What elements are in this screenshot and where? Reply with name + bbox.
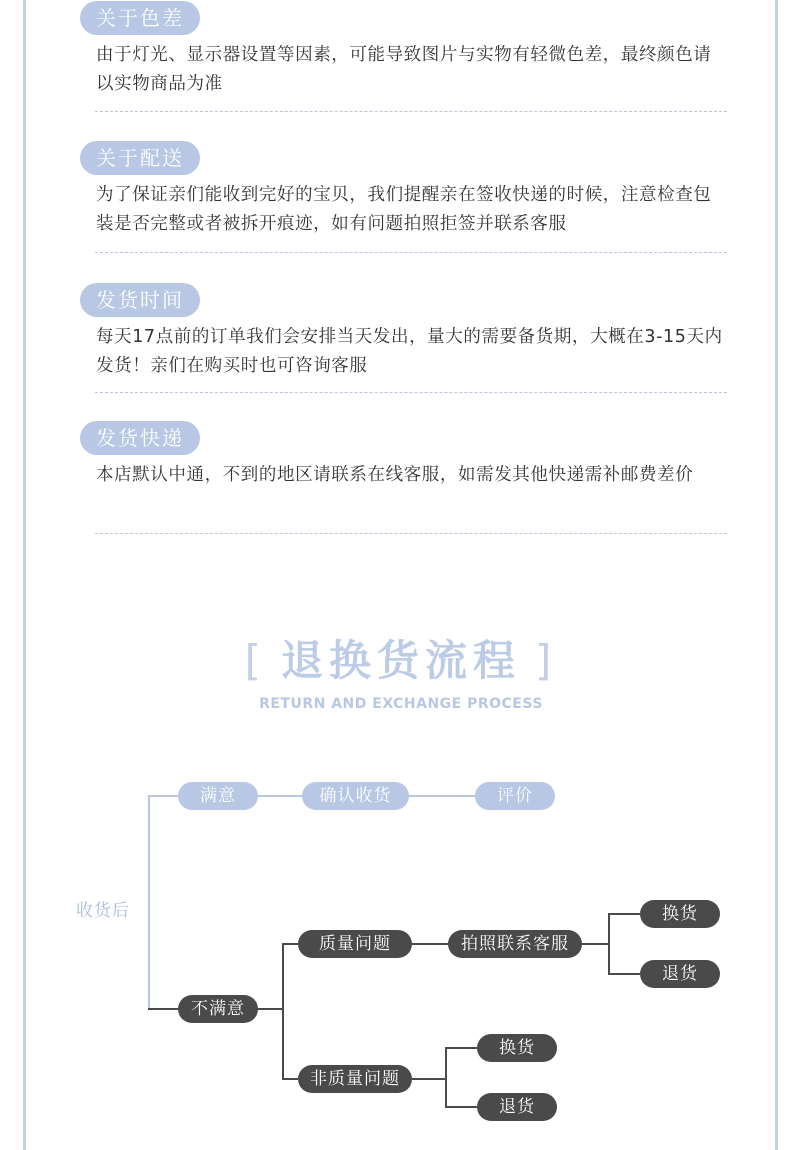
connector-satisfied-confirm xyxy=(258,795,302,797)
notice-text: 为了保证亲们能收到完好的宝贝，我们提醒亲在签收快递的时候，注意检查包装是否完整或者被拆开痕迹，如有问题拍照拒签并联系客服 xyxy=(96,185,712,234)
connector-to-unsatisfied xyxy=(148,1008,178,1010)
connector-unsatisfied-branch xyxy=(258,1008,283,1010)
title-bracket-left: [ xyxy=(244,636,267,685)
notice-tag: 关于色差 xyxy=(80,1,200,35)
notice-text: 本店默认中通，不到的地区请联系在线客服，如需发其他快递需补邮费差价 xyxy=(96,465,694,485)
node-exchange: 换货 xyxy=(640,900,720,928)
connector-contact-branch xyxy=(582,943,609,945)
node-exchange: 换货 xyxy=(477,1034,557,1062)
connector-to-exchange-2 xyxy=(445,1047,477,1049)
divider xyxy=(95,392,727,393)
node-photo-contact-service: 拍照联系客服 xyxy=(448,930,582,958)
connector-non-quality-vertical xyxy=(445,1047,447,1108)
notice-tag: 发货快递 xyxy=(80,421,200,455)
divider xyxy=(95,111,727,112)
connector-quality-contact xyxy=(412,943,448,945)
process-subtitle: RETURN AND EXCHANGE PROCESS xyxy=(259,696,543,712)
notice-delivery xyxy=(80,141,730,239)
notice-text: 由于灯光、显示器设置等因素，可能导致图片与实物有轻微色差，最终颜色请以实物商品为准 xyxy=(96,45,712,94)
notice-text: 每天17点前的订单我们会安排当天发出，量大的需要备货期，大概在3-15天内发货！亲们在购买时也可咨询客服 xyxy=(96,327,723,376)
node-non-quality-issue: 非质量问题 xyxy=(298,1065,412,1093)
connector-confirm-review xyxy=(409,795,475,797)
node-confirm-receipt: 确认收货 xyxy=(302,782,409,810)
node-return: 退货 xyxy=(640,960,720,988)
left-frame-border xyxy=(23,0,26,1150)
title-bracket-right: ] xyxy=(535,636,558,685)
process-title xyxy=(0,628,802,688)
connector-root-vertical xyxy=(148,795,150,1010)
node-satisfied: 满意 xyxy=(178,782,258,810)
node-quality-issue: 质量问题 xyxy=(298,930,412,958)
root-after-receipt: 收货后 xyxy=(76,901,130,921)
connector-to-exchange-1 xyxy=(608,913,640,915)
notice-tag: 关于配送 xyxy=(80,141,200,175)
notice-color-difference xyxy=(80,1,730,99)
connector-unsatisfied-vertical xyxy=(282,943,284,1080)
connector-contact-vertical xyxy=(608,913,610,975)
connector-to-non-quality xyxy=(282,1078,298,1080)
connector-to-return-1 xyxy=(608,973,640,975)
notice-tag: 发货时间 xyxy=(80,283,200,317)
node-unsatisfied: 不满意 xyxy=(178,995,258,1023)
connector-non-quality-branch xyxy=(412,1078,446,1080)
divider xyxy=(95,252,727,253)
connector-to-return-2 xyxy=(445,1106,477,1108)
connector-to-satisfied xyxy=(148,795,178,797)
title-text: 退换货流程 xyxy=(280,636,521,685)
divider xyxy=(95,533,727,534)
notice-shipping-time xyxy=(80,283,730,381)
node-review: 评价 xyxy=(475,782,555,810)
notice-courier xyxy=(80,421,730,490)
node-return: 退货 xyxy=(477,1093,557,1121)
right-frame-border xyxy=(775,0,778,1150)
connector-to-quality xyxy=(282,943,298,945)
